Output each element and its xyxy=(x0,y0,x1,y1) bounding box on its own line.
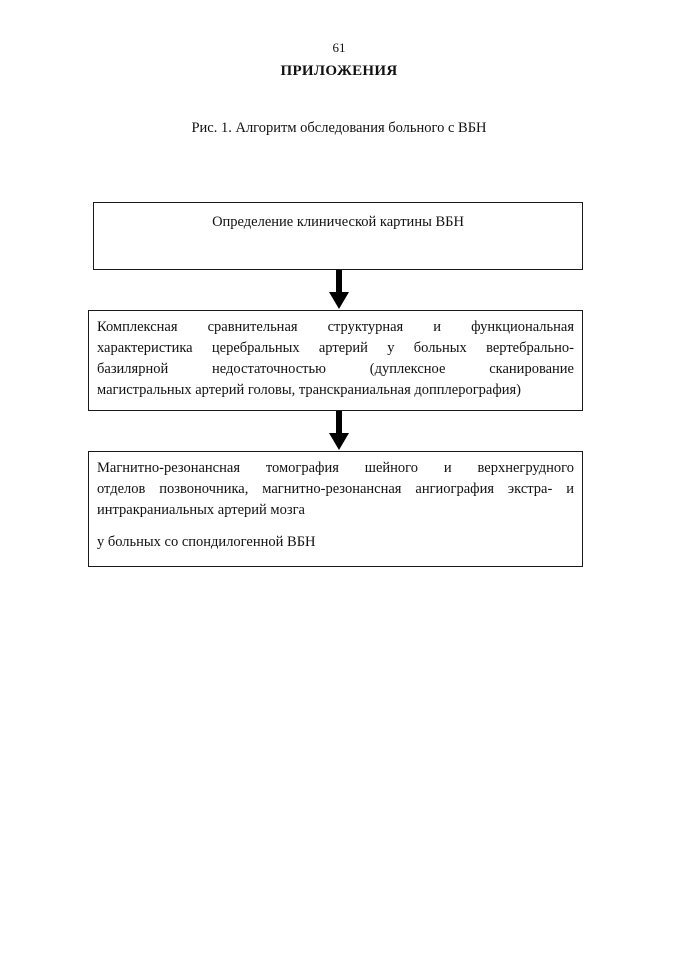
step-3-line: отделов позвоночника, магнитно-резонансная ангиография экстра- и xyxy=(97,481,574,497)
step-2-line: Комплексная сравнительная структурная и функциональная xyxy=(97,319,574,335)
flowchart-step-1-box xyxy=(93,202,583,270)
page-number: 61 xyxy=(332,40,346,55)
step-1-text: Определение клинической картины ВБН xyxy=(212,214,464,230)
step-2-line: магистральных артерий головы, транскраниальная допплерография) xyxy=(97,382,521,398)
flowchart-step-2-box xyxy=(88,310,583,411)
section-heading: ПРИЛОЖЕНИЯ xyxy=(280,63,398,79)
down-arrow-icon xyxy=(327,411,351,451)
step-3-line: интракраниальных артерий мозга xyxy=(97,502,305,518)
step-3-line: Магнитно-резонансная томография шейного и верхнегрудного xyxy=(97,460,574,476)
step-2-line: характеристика церебральных артерий у больных вертебрально- xyxy=(97,340,574,356)
step-2-line: базилярной недостаточностью (дуплексное сканирование xyxy=(97,361,574,377)
figure-caption: Рис. 1. Алгоритм обследования больного с ВБН xyxy=(191,120,487,136)
step-3-note: у больных со спондилогенной ВБН xyxy=(97,534,316,550)
down-arrow-icon xyxy=(327,270,351,310)
flowchart-step-3-box xyxy=(88,451,583,567)
